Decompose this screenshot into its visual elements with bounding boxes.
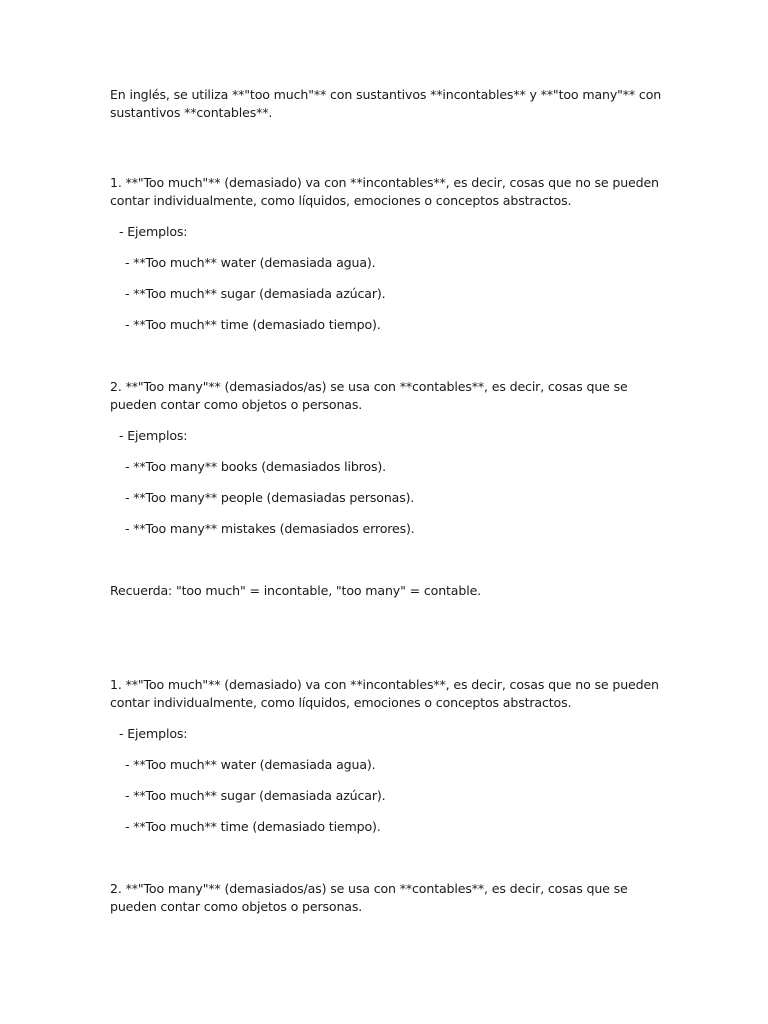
example-item: - **Too much** water (demasiada agua). <box>125 757 376 772</box>
examples-label: - Ejemplos: <box>119 224 188 239</box>
section-heading-too-many: 2. **"Too many"** (demasiados/as) se usa con **contables**, es decir, cosas que se pueden contar como objetos o personas. <box>110 379 632 412</box>
example-item: - **Too many** people (demasiadas personas). <box>125 490 415 505</box>
examples-label: - Ejemplos: <box>119 428 188 443</box>
example-item: - **Too much** water (demasiada agua). <box>125 255 376 270</box>
intro-paragraph: En inglés, se utiliza **"too much"** con sustantivos **incontables** y **"too many"** con sustantivos **contables**. <box>110 87 665 120</box>
example-item: - **Too much** time (demasiado tiempo). <box>125 819 381 834</box>
example-item: - **Too many** books (demasiados libros). <box>125 459 386 474</box>
example-item: - **Too much** sugar (demasiada azúcar). <box>125 788 386 803</box>
section-heading-too-many-repeat: 2. **"Too many"** (demasiados/as) se usa con **contables**, es decir, cosas que se pueden contar como objetos o personas. <box>110 881 632 914</box>
example-item: - **Too much** time (demasiado tiempo). <box>125 317 381 332</box>
section-heading-too-much-repeat: 1. **"Too much"** (demasiado) va con **incontables**, es decir, cosas que no se pueden contar individualmente, como líquidos, emociones o conceptos abstractos. <box>110 677 663 710</box>
example-item: - **Too many** mistakes (demasiados errores). <box>125 521 415 536</box>
recap-paragraph: Recuerda: "too much" = incontable, "too many" = contable. <box>110 583 482 598</box>
document-page <box>110 86 670 929</box>
example-item: - **Too much** sugar (demasiada azúcar). <box>125 286 386 301</box>
examples-label: - Ejemplos: <box>119 726 188 741</box>
section-heading-too-much: 1. **"Too much"** (demasiado) va con **incontables**, es decir, cosas que no se pueden contar individualmente, como líquidos, emociones o conceptos abstractos. <box>110 175 663 208</box>
